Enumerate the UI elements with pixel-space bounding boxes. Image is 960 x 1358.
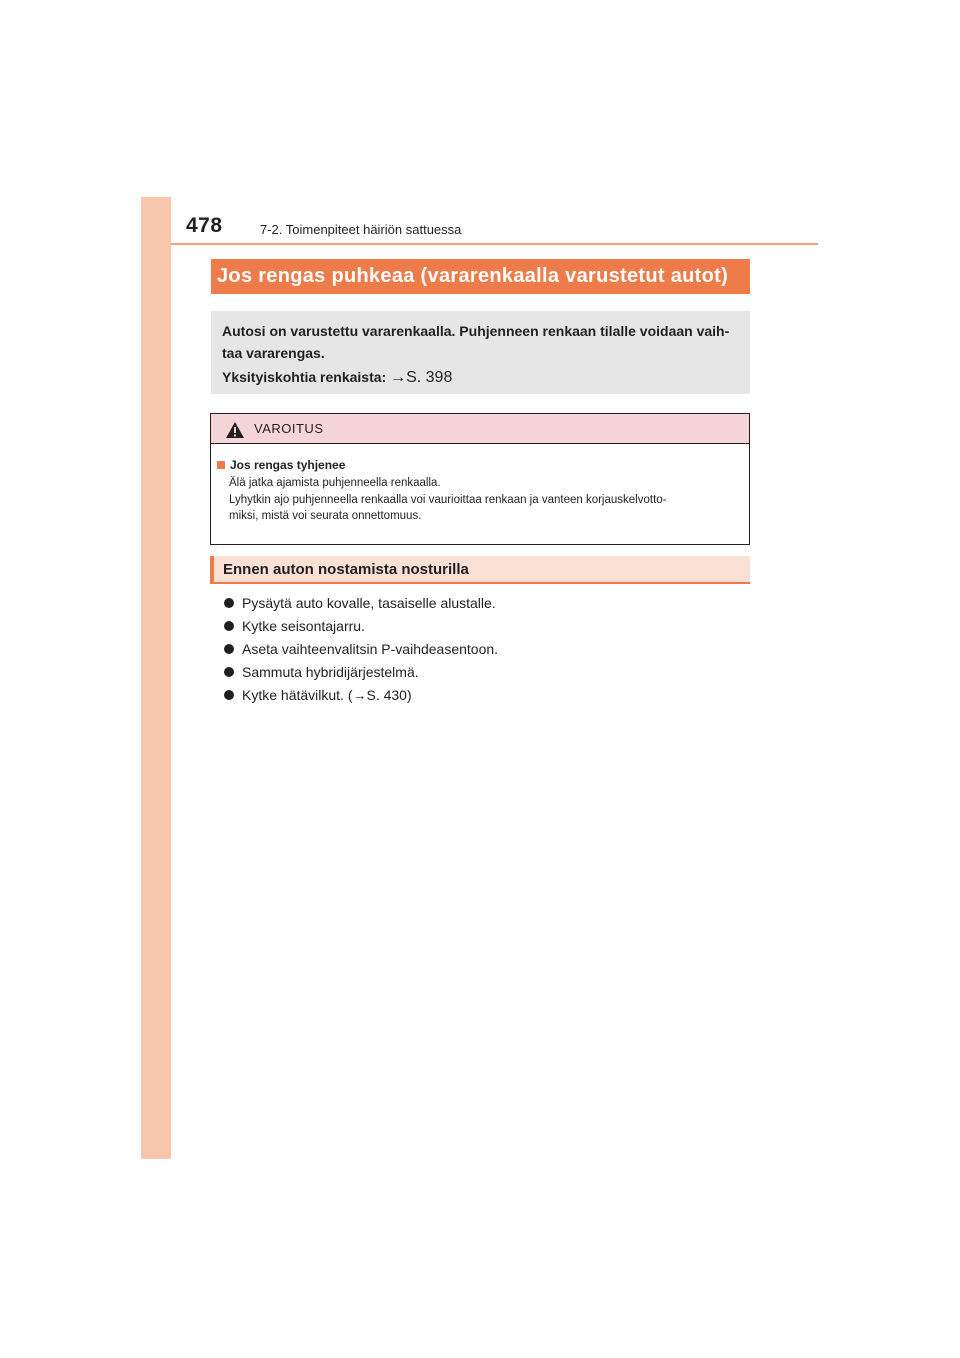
bullet-icon: [224, 644, 234, 654]
side-color-bar: [141, 197, 171, 1159]
bullet-icon: [224, 690, 234, 700]
warning-body: [211, 444, 749, 525]
warning-item-title-text: Jos rengas tyhjenee: [230, 458, 346, 472]
ref-arrow-icon: →: [390, 369, 407, 386]
bullet-icon: [224, 621, 234, 631]
warning-line: Älä jatka ajamista puhjenneella renkaalla.: [229, 477, 441, 489]
step-text: Sammuta hybridijärjestelmä.: [242, 664, 419, 681]
subsection-title: Ennen auton nostamista nosturilla: [223, 560, 469, 578]
warning-text: [217, 475, 739, 525]
step-text: Aseta vaihteenvalitsin P-vaihdeasentoon.: [242, 640, 499, 657]
bullet-icon: [224, 598, 234, 608]
section-banner: [211, 259, 750, 294]
bullet-icon: [224, 667, 234, 677]
list-item: [224, 637, 498, 660]
warning-line: miksi, mistä voi seurata onnettomuus.: [229, 510, 422, 522]
intro-text: Autosi on varustettu vararenkaalla. Puhjenneen renkaan tilalle voidaan vaih-taa vararengas.: [222, 323, 730, 361]
list-item: [224, 684, 498, 707]
chapter-title: 7-2. Toimenpiteet häiriön sattuessa: [260, 222, 462, 237]
warning-triangle-icon: [225, 421, 245, 439]
intro-ref-page-link[interactable]: S. 398: [406, 369, 453, 386]
step-text: Kytke seisontajarru.: [242, 617, 365, 634]
warning-box: [210, 413, 750, 545]
subsection-header: [210, 556, 750, 584]
warning-item-title: [217, 458, 739, 472]
step-text: Kytke hätävilkut. (→S. 430): [242, 687, 412, 704]
step-text: Pysäytä auto kovalle, tasaiselle alustalle.: [242, 594, 496, 611]
header-rule: [171, 243, 818, 245]
section-title: Jos rengas puhkeaa (vararenkaalla varustetut autot): [217, 265, 729, 287]
warning-label: VAROITUS: [254, 421, 324, 436]
warning-header: [211, 414, 749, 444]
warning-line: Lyhytkin ajo puhjenneella renkaalla voi vaurioittaa renkaan ja vanteen korjauskelvotto-: [229, 493, 667, 506]
page-number: 478: [186, 214, 223, 237]
step-list: [224, 591, 498, 707]
list-item: [224, 614, 498, 637]
intro-box: [211, 311, 750, 394]
list-item: [224, 591, 498, 614]
square-bullet-icon: [217, 461, 225, 469]
list-item: [224, 661, 498, 684]
intro-ref-label: Yksityiskohtia renkaista:: [222, 369, 391, 385]
intro-reference: [222, 369, 740, 387]
